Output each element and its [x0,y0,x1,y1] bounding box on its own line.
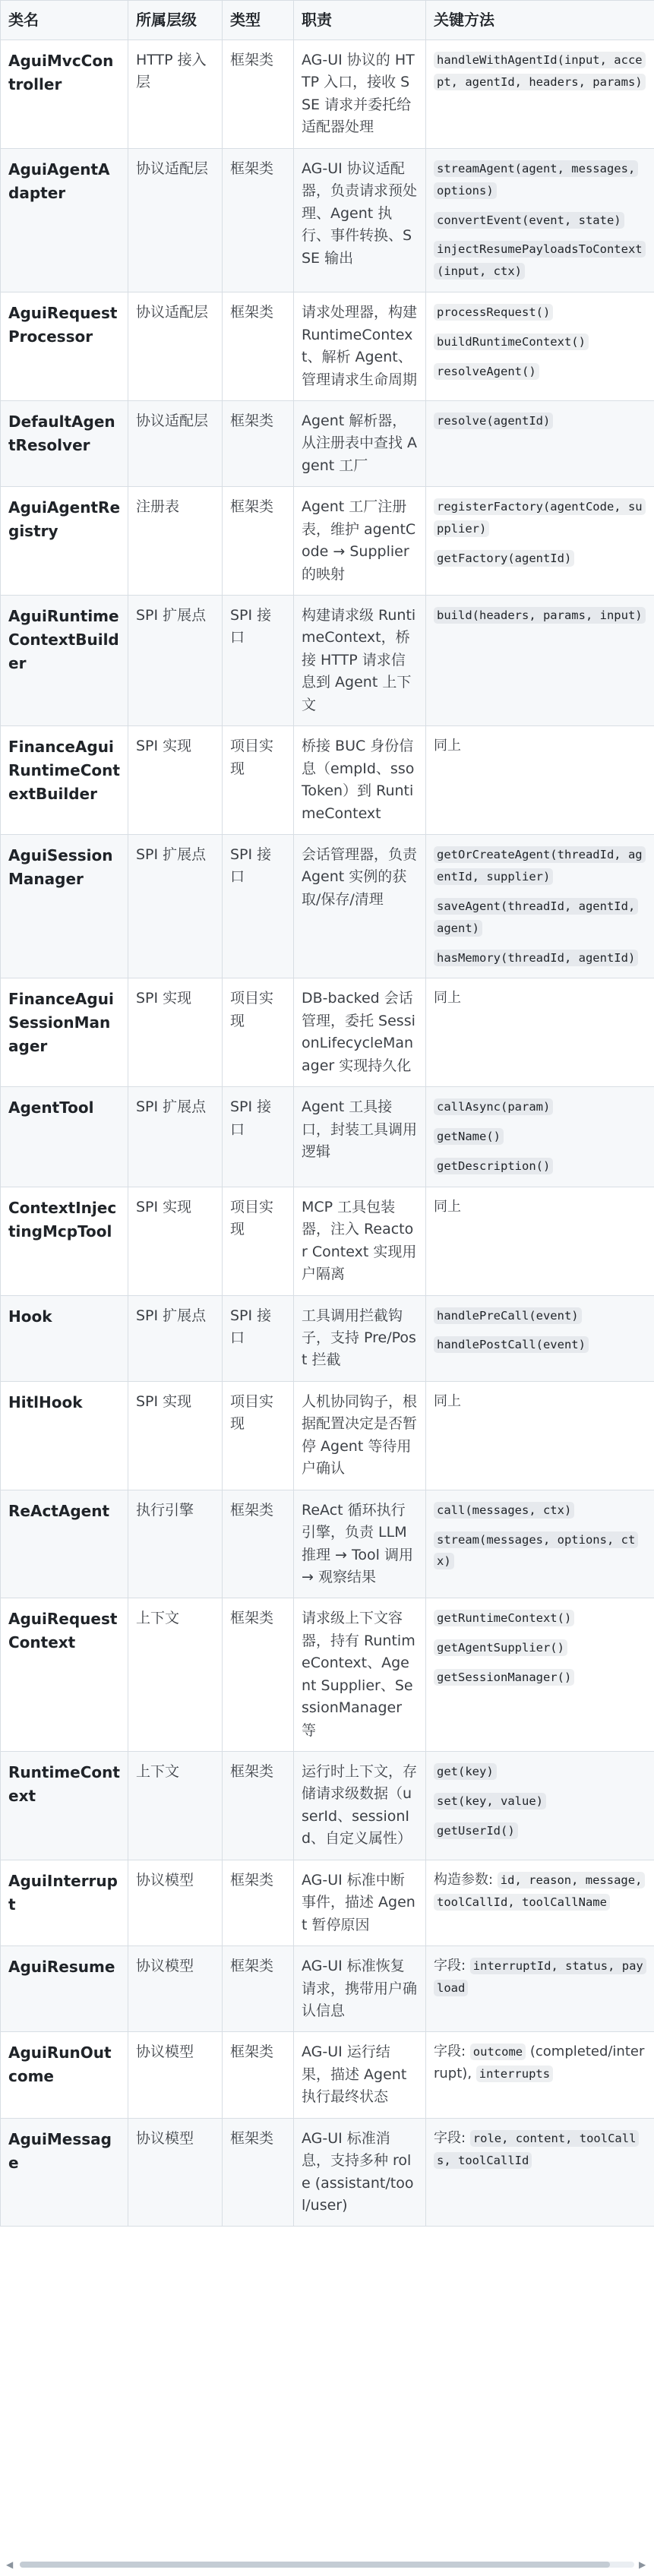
duty-cell: Agent 工厂注册表，维护 agentCode → Supplier 的映射 [294,487,426,596]
duty-cell: AG-UI 协议的 HTTP 入口，接收 SSE 请求并委托给适配器处理 [294,40,426,149]
method-signature: set(key, value) [434,1793,546,1810]
layer-cell: 注册表 [128,487,223,596]
field-description [434,1955,646,1999]
method-signature: resolveAgent() [434,363,539,380]
method-line [434,1305,646,1327]
table-row [1,1187,654,1295]
layer-cell: 执行引擎 [128,1490,223,1598]
method-signature: callAsync(param) [434,1098,553,1115]
field-label: 字段: [434,2043,470,2060]
method-line [434,158,646,202]
layer-cell: 协议模型 [128,1946,223,2032]
method-signature: processRequest() [434,304,553,321]
field-description [434,2041,646,2085]
type-cell: 框架类 [223,1598,294,1752]
class-name-cell: RuntimeContext [1,1752,128,1860]
class-name-cell: AguiInterrupt [1,1860,128,1945]
field-label: 字段: [434,2129,470,2146]
method-line [434,548,646,570]
method-line [434,1155,646,1177]
layer-cell: SPI 实现 [128,978,223,1087]
header-methods: 关键方法 [426,1,654,40]
type-cell: 项目实现 [223,978,294,1087]
table-row [1,1860,654,1945]
type-cell: 框架类 [223,400,294,486]
method-line [434,1334,646,1356]
table-row [1,1087,654,1187]
layer-cell: 协议模型 [128,2118,223,2227]
duty-cell: AG-UI 协议适配器，负责请求预处理、Agent 执行、事件转换、SSE 输出 [294,148,426,292]
method-line [434,1667,646,1689]
scroll-track[interactable] [20,2562,634,2568]
class-name-cell: AguiRequestContext [1,1598,128,1752]
class-name-cell: AguiRequestProcessor [1,292,128,401]
duty-cell: 桥接 BUC 身份信息（empId、ssoToken）到 RuntimeContext [294,726,426,835]
method-line [434,947,646,969]
table-row [1,726,654,835]
method-signature: stream(messages, options, ctx) [434,1531,638,1570]
table-row [1,1295,654,1381]
duty-cell: 请求级上下文容器，持有 RuntimeContext、Agent Supplier、SessionManager 等 [294,1598,426,1752]
duty-cell: Agent 工具接口，封装工具调用逻辑 [294,1087,426,1187]
method-line [434,361,646,383]
method-line [434,1529,646,1573]
duty-cell: AG-UI 标准恢复请求，携带用户确认信息 [294,1946,426,2032]
field-description [434,2128,646,2172]
field-label: 构造参数: [434,1871,498,1888]
type-cell: 框架类 [223,148,294,292]
class-name-cell: ContextInjectingMcpTool [1,1187,128,1295]
duty-cell: DB-backed 会话管理，委托 SessionLifecycleManager 实现持久化 [294,978,426,1087]
table-row [1,487,654,596]
method-signature: injectResumePayloadsToContext(input, ctx) [434,241,646,280]
duty-cell: ReAct 循环执行引擎，负责 LLM 推理 → Tool 调用 → 观察结果 [294,1490,426,1598]
type-cell: SPI 接口 [223,1087,294,1187]
duty-cell: 构建请求级 RuntimeContext，桥接 HTTP 请求信息到 Agent 上下文 [294,596,426,726]
duty-cell: 会话管理器，负责 Agent 实例的获取/保存/清理 [294,834,426,978]
method-line [434,896,646,940]
method-line [434,1607,646,1629]
field-code: interruptId, status, payload [434,1958,646,1996]
methods-cell [426,1381,654,1490]
type-cell: 框架类 [223,1860,294,1945]
method-signature: getAgentSupplier() [434,1639,567,1656]
method-signature: convertEvent(event, state) [434,212,624,229]
method-line [434,1791,646,1813]
duty-cell: 工具调用拦截钩子，支持 Pre/Post 拦截 [294,1295,426,1381]
method-signature: handleWithAgentId(input, accept, agentId, headers, params) [434,52,646,90]
duty-cell: 人机协同钩子，根据配置决定是否暂停 Agent 等待用户确认 [294,1381,426,1490]
method-line [434,210,646,232]
method-line [434,410,646,432]
type-cell: 框架类 [223,1946,294,2032]
horizontal-scrollbar[interactable] [0,2558,654,2571]
method-signature: get(key) [434,1763,497,1780]
methods-cell [426,1087,654,1187]
table-row [1,978,654,1087]
method-signature: getUserId() [434,1822,518,1839]
layer-cell: SPI 扩展点 [128,1087,223,1187]
class-name-cell: AguiMessage [1,2118,128,2227]
layer-cell: HTTP 接入层 [128,40,223,149]
method-signature: getFactory(agentId) [434,550,574,567]
duty-cell: 运行时上下文，存储请求级数据（userId、sessionId、自定义属性） [294,1752,426,1860]
method-signature: getOrCreateAgent(threadId, agentId, supplier) [434,846,646,885]
method-line [434,1126,646,1148]
method-signature: streamAgent(agent, messages, options) [434,160,638,199]
layer-cell: SPI 扩展点 [128,834,223,978]
methods-cell [426,834,654,978]
methods-cell [426,1946,654,2032]
methods-cell [426,978,654,1087]
type-cell: 项目实现 [223,1381,294,1490]
class-name-cell: AguiRunOutcome [1,2032,128,2118]
same-as-above-note: 同上 [434,990,461,1007]
method-line [434,844,646,888]
header-row [1,1,654,40]
table-row [1,40,654,149]
layer-cell: 上下文 [128,1752,223,1860]
class-name-cell: AguiAgentAdapter [1,148,128,292]
methods-cell [426,1295,654,1381]
method-signature: hasMemory(threadId, agentId) [434,950,638,966]
same-as-above-note: 同上 [434,1198,461,1215]
type-cell: 框架类 [223,2032,294,2118]
duty-cell: AG-UI 标准消息，支持多种 role (assistant/tool/user) [294,2118,426,2227]
method-line [434,302,646,324]
methods-cell [426,726,654,835]
class-name-cell: HitlHook [1,1381,128,1490]
table-row [1,2032,654,2118]
table-row [1,2118,654,2227]
type-cell: 项目实现 [223,726,294,835]
method-line [434,1820,646,1842]
class-name-cell: AguiAgentRegistry [1,487,128,596]
methods-cell [426,400,654,486]
method-line [434,239,646,283]
table-row [1,148,654,292]
type-cell: 框架类 [223,1752,294,1860]
methods-cell [426,148,654,292]
method-signature: handlePreCall(event) [434,1307,582,1324]
same-as-above-note: 同上 [434,1392,461,1409]
method-signature: saveAgent(threadId, agentId, agent) [434,898,638,937]
class-name-cell: AguiSessionManager [1,834,128,978]
type-cell: SPI 接口 [223,596,294,726]
method-line [434,496,646,540]
field-code: id, reason, message, toolCallId, toolCallName [434,1872,645,1911]
scroll-thumb[interactable] [20,2562,610,2568]
layer-cell: 协议模型 [128,1860,223,1945]
layer-cell: 协议适配层 [128,148,223,292]
table-row [1,1381,654,1490]
duty-cell: AG-UI 运行结果，描述 Agent 执行最终状态 [294,2032,426,2118]
method-signature: getSessionManager() [434,1669,574,1686]
method-signature: getDescription() [434,1158,553,1174]
class-name-cell: ReActAgent [1,1490,128,1598]
methods-cell [426,1490,654,1598]
method-line [434,1637,646,1659]
table-row [1,1946,654,2032]
method-signature: handlePostCall(event) [434,1336,589,1353]
scroll-left-arrow-icon[interactable]: ◀ [6,2559,14,2570]
methods-cell [426,40,654,149]
field-suffix: (completed/interrupt), [434,2043,645,2082]
class-name-cell: AguiRuntimeContextBuilder [1,596,128,726]
type-cell: 框架类 [223,1490,294,1598]
method-signature: registerFactory(agentCode, supplier) [434,498,646,537]
class-name-cell: FinanceAguiRuntimeContextBuilder [1,726,128,835]
header-type: 类型 [223,1,294,40]
class-name-cell: AguiMvcController [1,40,128,149]
type-cell: SPI 接口 [223,834,294,978]
field-description [434,1870,646,1914]
method-line [434,331,646,353]
type-cell: 框架类 [223,2118,294,2227]
method-signature: getRuntimeContext() [434,1610,574,1626]
class-name-cell: DefaultAgentResolver [1,400,128,486]
methods-cell [426,596,654,726]
same-as-above-note: 同上 [434,738,461,754]
layer-cell: 协议模型 [128,2032,223,2118]
layer-cell: 协议适配层 [128,292,223,401]
duty-cell: MCP 工具包装器，注入 Reactor Context 实现用户隔离 [294,1187,426,1295]
methods-cell [426,292,654,401]
methods-cell [426,487,654,596]
type-cell: 框架类 [223,40,294,149]
method-line [434,1761,646,1783]
class-name-cell: AguiResume [1,1946,128,2032]
field-label: 字段: [434,1958,470,1974]
type-cell: 框架类 [223,487,294,596]
header-layer: 所属层级 [128,1,223,40]
table-row [1,1752,654,1860]
table-row [1,1598,654,1752]
layer-cell: 上下文 [128,1598,223,1752]
methods-cell [426,2118,654,2227]
duty-cell: AG-UI 标准中断事件，描述 Agent 暂停原因 [294,1860,426,1945]
method-signature: call(messages, ctx) [434,1502,574,1519]
methods-cell [426,2032,654,2118]
methods-cell [426,1187,654,1295]
table-header [1,1,654,40]
table-row [1,834,654,978]
methods-cell [426,1598,654,1752]
field-code: role, content, toolCalls, toolCallId [434,2130,639,2169]
layer-cell: SPI 扩展点 [128,596,223,726]
class-name-cell: FinanceAguiSessionManager [1,978,128,1087]
method-signature: build(headers, params, input) [434,607,646,624]
table-row [1,400,654,486]
table-row [1,292,654,401]
duty-cell: Agent 解析器，从注册表中查找 Agent 工厂 [294,400,426,486]
method-line [434,1096,646,1118]
layer-cell: SPI 扩展点 [128,1295,223,1381]
methods-cell [426,1860,654,1945]
method-line [434,1500,646,1522]
method-line [434,49,646,93]
type-cell: SPI 接口 [223,1295,294,1381]
class-name-cell: AgentTool [1,1087,128,1187]
method-line [434,605,646,627]
methods-cell [426,1752,654,1860]
header-class-name: 类名 [1,1,128,40]
layer-cell: SPI 实现 [128,726,223,835]
layer-cell: SPI 实现 [128,1381,223,1490]
class-name-cell: Hook [1,1295,128,1381]
field-code: interrupts [476,2066,553,2082]
type-cell: 框架类 [223,292,294,401]
table-row [1,596,654,726]
header-duty: 职责 [294,1,426,40]
method-signature: buildRuntimeContext() [434,333,589,350]
duty-cell: 请求处理器，构建 RuntimeContext、解析 Agent、管理请求生命周期 [294,292,426,401]
method-signature: resolve(agentId) [434,412,553,429]
method-signature: getName() [434,1128,504,1145]
scroll-right-arrow-icon[interactable]: ▶ [639,2559,646,2570]
type-cell: 项目实现 [223,1187,294,1295]
table-body [1,40,654,2227]
layer-cell: SPI 实现 [128,1187,223,1295]
table-row [1,1490,654,1598]
field-code: outcome [470,2043,526,2060]
layer-cell: 协议适配层 [128,400,223,486]
